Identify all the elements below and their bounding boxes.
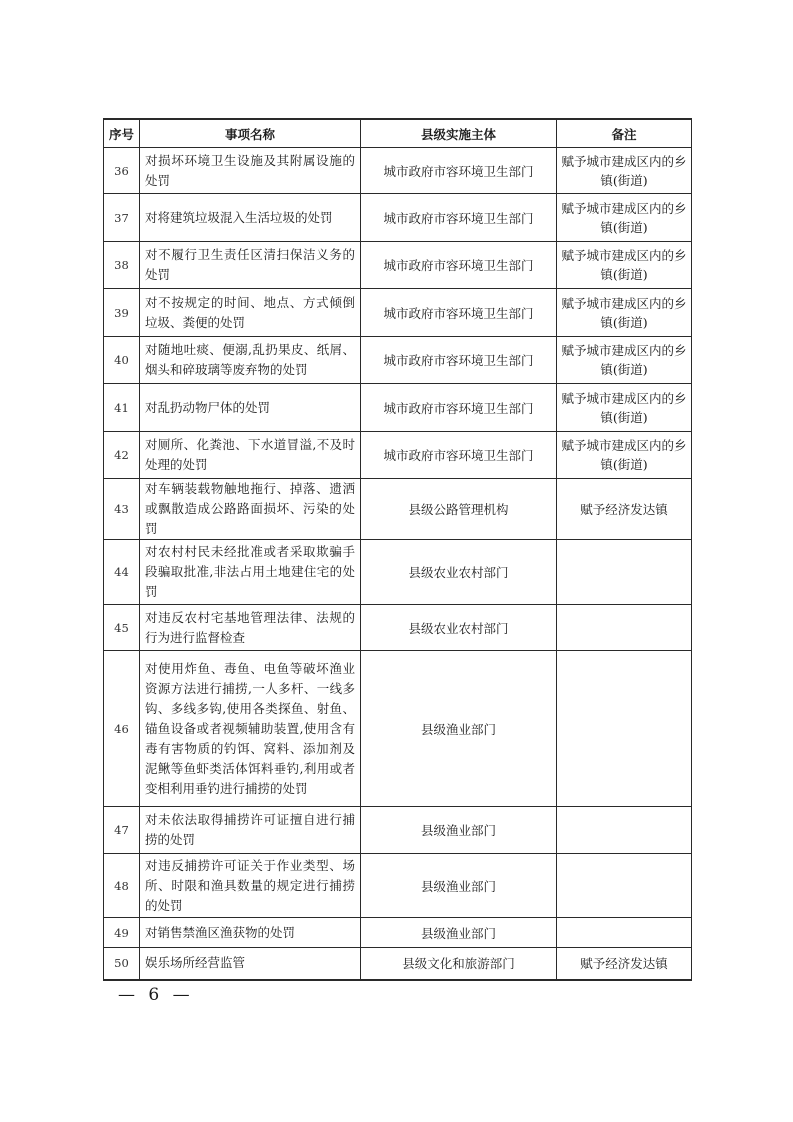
row-number: 44 [104, 540, 140, 605]
row-number: 36 [104, 148, 140, 194]
table-row [104, 148, 692, 194]
footer-dash-left: — [118, 985, 135, 1005]
header-note: 备注 [557, 119, 692, 148]
item-name: 对损坏环境卫生设施及其附属设施的处罚 [140, 148, 361, 194]
item-name: 对厕所、化粪池、下水道冒溢,不及时处理的处罚 [140, 432, 361, 479]
remark [557, 807, 692, 854]
table-row [104, 384, 692, 432]
item-name: 对违反捕捞许可证关于作业类型、场所、时限和渔具数量的规定进行捕捞的处罚 [140, 854, 361, 918]
table-row [104, 540, 692, 605]
header-name: 事项名称 [140, 119, 361, 148]
page-number: 6 [148, 985, 160, 1005]
implementing-body: 县级渔业部门 [361, 854, 557, 918]
row-number: 45 [104, 605, 140, 651]
implementing-body: 城市政府市容环境卫生部门 [361, 148, 557, 194]
item-name: 娱乐场所经营监管 [140, 948, 361, 980]
item-name: 对车辆装载物触地拖行、掉落、遗洒或飘散造成公路路面损坏、污染的处罚 [140, 479, 361, 540]
table-row [104, 242, 692, 289]
item-name: 对乱扔动物尸体的处罚 [140, 384, 361, 432]
item-name: 对农村村民未经批准或者采取欺骗手段骗取批准,非法占用土地建住宅的处罚 [140, 540, 361, 605]
remark: 赋予城市建成区内的乡镇(街道) [557, 432, 692, 479]
row-number: 47 [104, 807, 140, 854]
table-row [104, 337, 692, 384]
implementing-body: 县级农业农村部门 [361, 540, 557, 605]
implementing-body: 城市政府市容环境卫生部门 [361, 242, 557, 289]
row-number: 48 [104, 854, 140, 918]
item-name: 对不按规定的时间、地点、方式倾倒垃圾、粪便的处罚 [140, 289, 361, 337]
item-name: 对未依法取得捕捞许可证擅自进行捕捞的处罚 [140, 807, 361, 854]
implementing-body: 县级文化和旅游部门 [361, 948, 557, 980]
item-name: 对违反农村宅基地管理法律、法规的行为进行监督检查 [140, 605, 361, 651]
implementing-body: 县级渔业部门 [361, 918, 557, 948]
row-number: 38 [104, 242, 140, 289]
item-name: 对随地吐痰、便溺,乱扔果皮、纸屑、烟头和碎玻璃等废弃物的处罚 [140, 337, 361, 384]
item-name: 对使用炸鱼、毒鱼、电鱼等破坏渔业资源方法进行捕捞,一人多杆、一线多钩、多线多钩,使用各类探鱼、射鱼、锚鱼设备或者视频辅助装置,使用含有毒有害物质的钓饵、窝料、添加剂及泥鳅等鱼虾类活体饵料垂钓,利用或者变相利用垂钓进行捕捞的处罚 [140, 651, 361, 807]
remark: 赋予城市建成区内的乡镇(街道) [557, 242, 692, 289]
row-number: 46 [104, 651, 140, 807]
implementing-body: 县级农业农村部门 [361, 605, 557, 651]
remark: 赋予城市建成区内的乡镇(街道) [557, 337, 692, 384]
table-row [104, 918, 692, 948]
row-number: 41 [104, 384, 140, 432]
item-name: 对将建筑垃圾混入生活垃圾的处罚 [140, 194, 361, 242]
row-number: 37 [104, 194, 140, 242]
implementing-body: 县级渔业部门 [361, 651, 557, 807]
remark [557, 540, 692, 605]
item-name: 对不履行卫生责任区清扫保洁义务的处罚 [140, 242, 361, 289]
table-row [104, 432, 692, 479]
table-row [104, 289, 692, 337]
table-row [104, 651, 692, 807]
remark [557, 605, 692, 651]
remark: 赋予城市建成区内的乡镇(街道) [557, 289, 692, 337]
table-row [104, 807, 692, 854]
table-row [104, 194, 692, 242]
row-number: 50 [104, 948, 140, 980]
implementing-body: 城市政府市容环境卫生部门 [361, 289, 557, 337]
header-no: 序号 [104, 119, 140, 148]
table-row [104, 948, 692, 980]
remark: 赋予经济发达镇 [557, 479, 692, 540]
footer-dash-right: — [172, 985, 190, 1005]
remark: 赋予城市建成区内的乡镇(街道) [557, 384, 692, 432]
remark [557, 854, 692, 918]
remark [557, 918, 692, 948]
implementing-body: 城市政府市容环境卫生部门 [361, 337, 557, 384]
table-row [104, 479, 692, 540]
row-number: 43 [104, 479, 140, 540]
remark: 赋予城市建成区内的乡镇(街道) [557, 148, 692, 194]
table-header-row [104, 119, 692, 148]
row-number: 49 [104, 918, 140, 948]
implementing-body: 城市政府市容环境卫生部门 [361, 384, 557, 432]
remark [557, 651, 692, 807]
item-name: 对销售禁渔区渔获物的处罚 [140, 918, 361, 948]
implementing-body: 城市政府市容环境卫生部门 [361, 194, 557, 242]
items-table [103, 118, 692, 981]
remark: 赋予经济发达镇 [557, 948, 692, 980]
table-row [104, 605, 692, 651]
table-row [104, 854, 692, 918]
remark: 赋予城市建成区内的乡镇(街道) [557, 194, 692, 242]
implementing-body: 城市政府市容环境卫生部门 [361, 432, 557, 479]
page-footer [118, 985, 190, 1005]
implementing-body: 县级公路管理机构 [361, 479, 557, 540]
row-number: 39 [104, 289, 140, 337]
header-body: 县级实施主体 [361, 119, 557, 148]
row-number: 42 [104, 432, 140, 479]
row-number: 40 [104, 337, 140, 384]
implementing-body: 县级渔业部门 [361, 807, 557, 854]
